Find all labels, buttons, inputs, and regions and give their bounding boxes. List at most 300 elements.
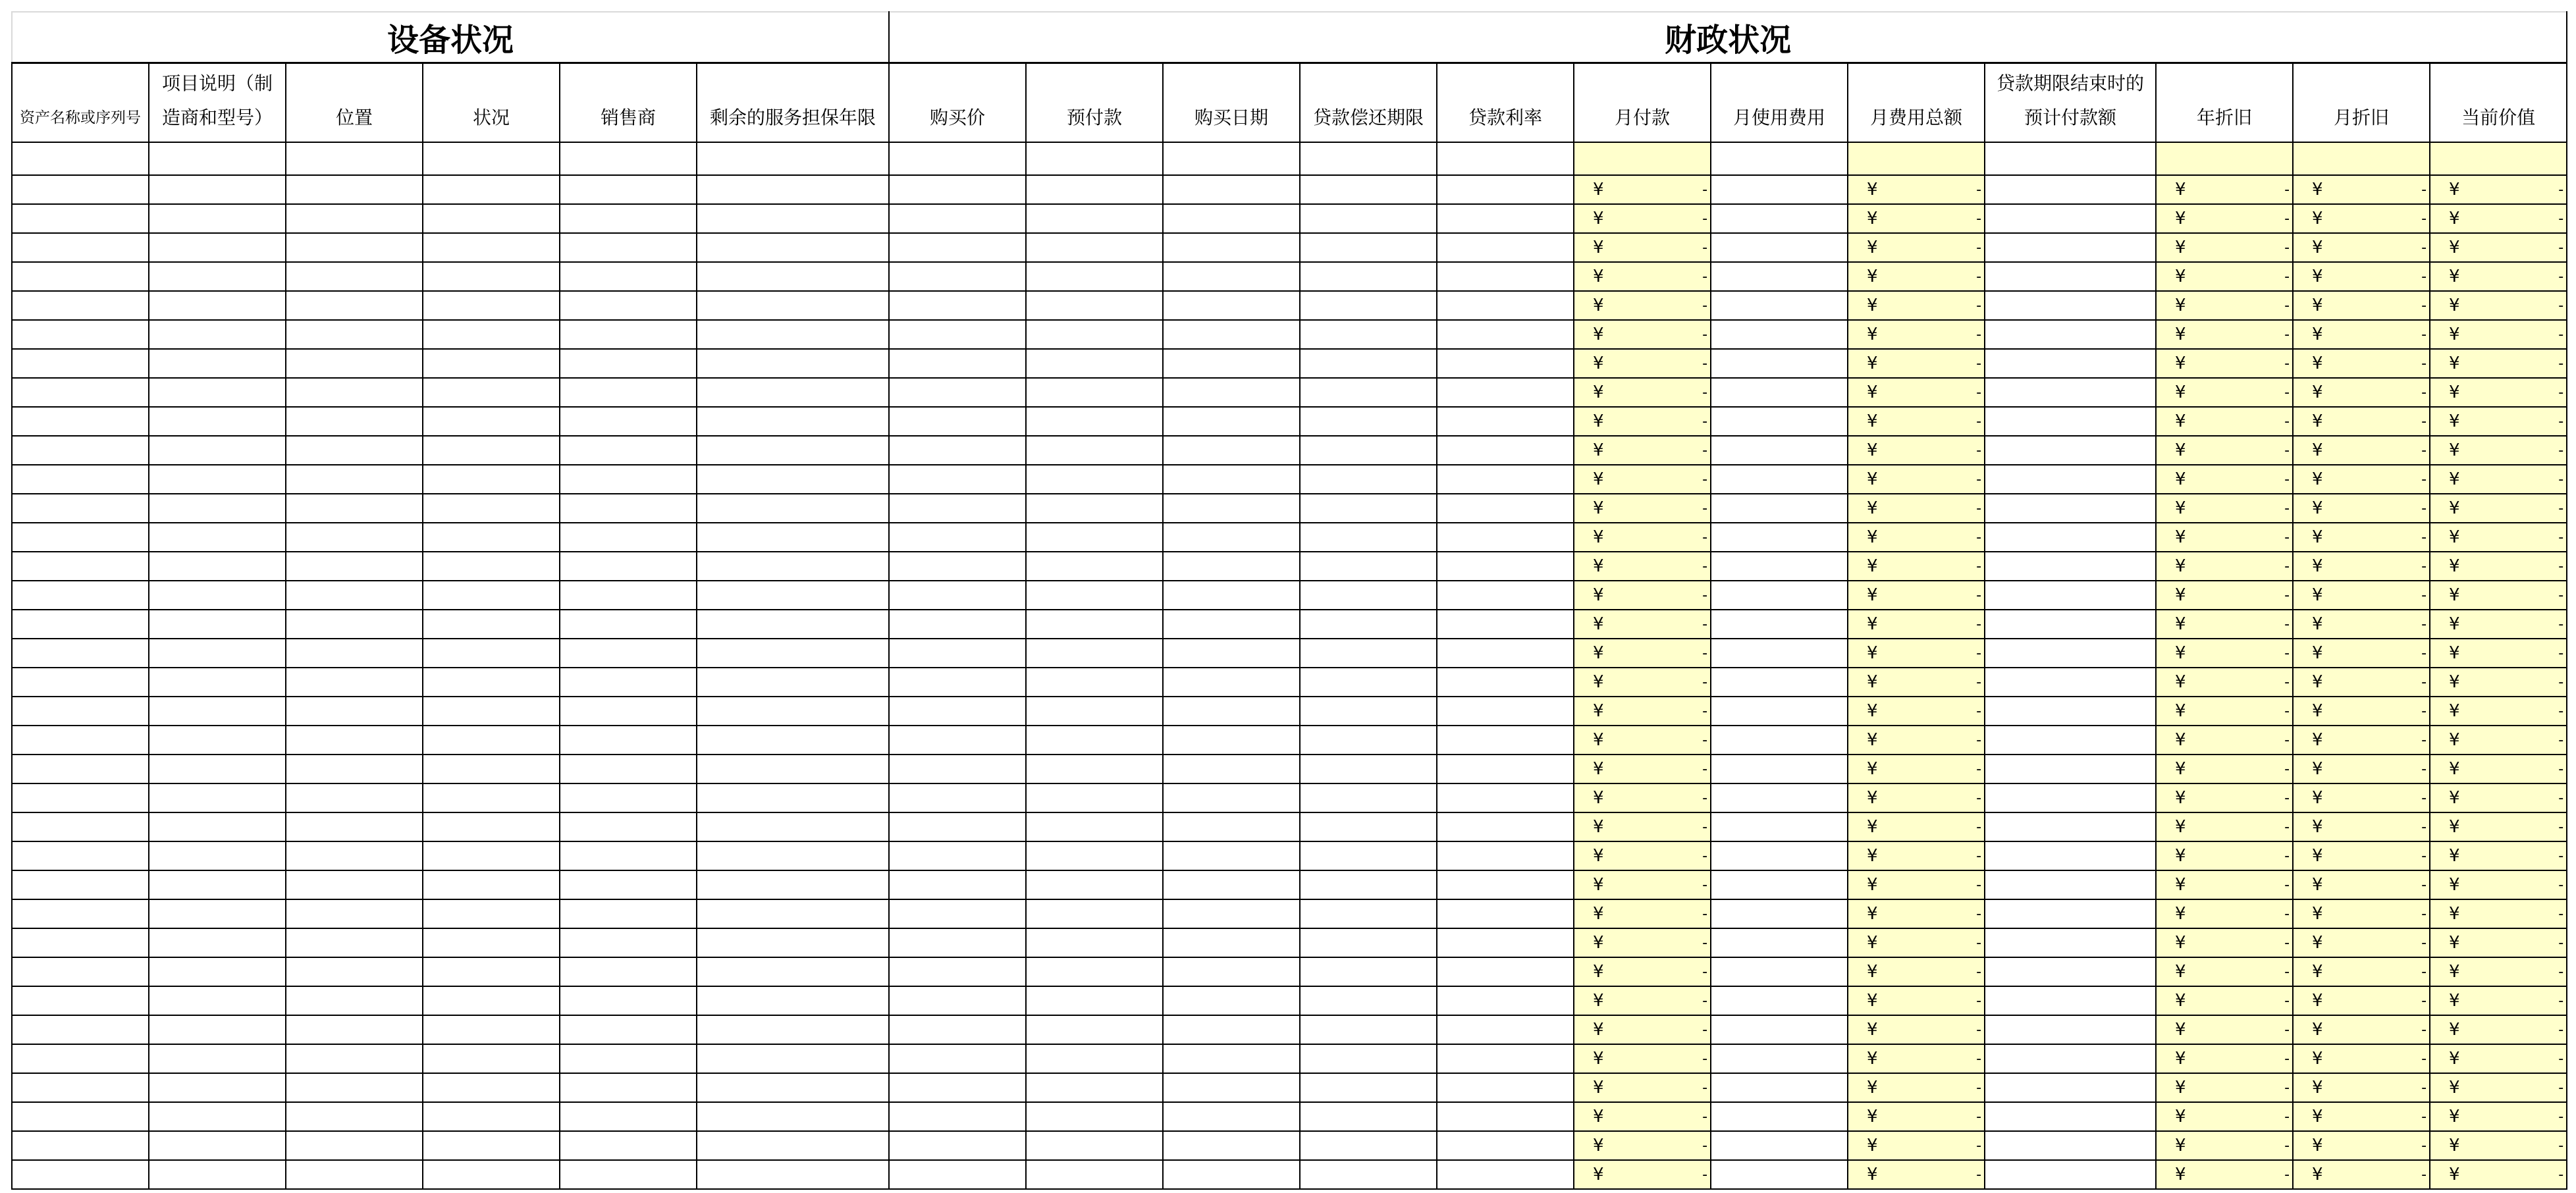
- cell[interactable]: [560, 870, 697, 899]
- cell[interactable]: [697, 1160, 889, 1189]
- cell[interactable]: [149, 349, 286, 378]
- cell[interactable]: [1300, 407, 1437, 436]
- cell[interactable]: [560, 465, 697, 494]
- cell[interactable]: [12, 726, 149, 755]
- cell[interactable]: [1163, 291, 1300, 320]
- cell[interactable]: [423, 899, 560, 928]
- cell[interactable]: [1163, 1015, 1300, 1044]
- cell[interactable]: [423, 1160, 560, 1189]
- cell[interactable]: [1163, 841, 1300, 870]
- cell[interactable]: [2156, 870, 2293, 899]
- cell[interactable]: [2293, 841, 2430, 870]
- cell[interactable]: [1163, 610, 1300, 639]
- cell[interactable]: [1985, 1102, 2156, 1131]
- cell[interactable]: [286, 1102, 423, 1131]
- cell[interactable]: [2430, 1131, 2567, 1160]
- cell[interactable]: [1711, 204, 1848, 233]
- cell[interactable]: [1711, 668, 1848, 697]
- cell[interactable]: [1437, 783, 1574, 812]
- cell[interactable]: [1437, 320, 1574, 349]
- cell[interactable]: [1300, 262, 1437, 291]
- cell[interactable]: [2430, 523, 2567, 552]
- cell[interactable]: [1711, 870, 1848, 899]
- cell[interactable]: [2293, 436, 2430, 465]
- cell[interactable]: [1848, 1160, 1985, 1189]
- cell[interactable]: [149, 436, 286, 465]
- cell[interactable]: [1985, 697, 2156, 726]
- cell[interactable]: [1437, 639, 1574, 668]
- cell[interactable]: [560, 233, 697, 262]
- cell[interactable]: [697, 668, 889, 697]
- cell[interactable]: [1711, 233, 1848, 262]
- cell[interactable]: [1848, 494, 1985, 523]
- cell[interactable]: [12, 899, 149, 928]
- cell[interactable]: [1437, 233, 1574, 262]
- cell[interactable]: [1848, 465, 1985, 494]
- cell[interactable]: [286, 175, 423, 204]
- cell[interactable]: [423, 1073, 560, 1102]
- cell[interactable]: [1574, 262, 1711, 291]
- cell[interactable]: [286, 986, 423, 1015]
- cell[interactable]: [286, 610, 423, 639]
- cell[interactable]: [697, 986, 889, 1015]
- cell[interactable]: [697, 581, 889, 610]
- cell[interactable]: [1574, 610, 1711, 639]
- cell[interactable]: [1711, 957, 1848, 986]
- cell[interactable]: [2293, 320, 2430, 349]
- cell[interactable]: [560, 523, 697, 552]
- cell[interactable]: [889, 841, 1026, 870]
- cell[interactable]: [1848, 552, 1985, 581]
- cell[interactable]: [1163, 378, 1300, 407]
- cell[interactable]: [697, 436, 889, 465]
- cell[interactable]: [423, 928, 560, 957]
- column-header-17[interactable]: 月折旧: [2293, 63, 2430, 143]
- cell[interactable]: [1848, 928, 1985, 957]
- cell[interactable]: [889, 407, 1026, 436]
- cell[interactable]: [2293, 957, 2430, 986]
- cell[interactable]: [1163, 262, 1300, 291]
- cell[interactable]: [12, 262, 149, 291]
- cell[interactable]: [1437, 291, 1574, 320]
- cell[interactable]: [2430, 841, 2567, 870]
- cell[interactable]: [1300, 1131, 1437, 1160]
- cell[interactable]: [1437, 755, 1574, 783]
- cell[interactable]: [149, 552, 286, 581]
- cell[interactable]: [1985, 1160, 2156, 1189]
- cell[interactable]: [2430, 349, 2567, 378]
- cell[interactable]: [2293, 233, 2430, 262]
- cell[interactable]: [286, 755, 423, 783]
- cell[interactable]: [2156, 783, 2293, 812]
- cell[interactable]: [12, 494, 149, 523]
- cell[interactable]: [697, 465, 889, 494]
- cell[interactable]: [1711, 320, 1848, 349]
- cell[interactable]: [2293, 1131, 2430, 1160]
- cell[interactable]: [12, 812, 149, 841]
- cell[interactable]: [2430, 1073, 2567, 1102]
- cell[interactable]: [12, 204, 149, 233]
- column-header-7[interactable]: 购买价: [889, 63, 1026, 143]
- cell[interactable]: [889, 928, 1026, 957]
- cell[interactable]: [1163, 986, 1300, 1015]
- cell[interactable]: [2293, 1015, 2430, 1044]
- cell[interactable]: [286, 841, 423, 870]
- cell[interactable]: [2156, 262, 2293, 291]
- cell[interactable]: [12, 1102, 149, 1131]
- cell[interactable]: [560, 986, 697, 1015]
- cell[interactable]: [423, 1015, 560, 1044]
- cell[interactable]: [149, 812, 286, 841]
- cell[interactable]: [12, 142, 149, 175]
- cell[interactable]: [286, 928, 423, 957]
- cell[interactable]: [12, 668, 149, 697]
- cell[interactable]: [2156, 1131, 2293, 1160]
- cell[interactable]: [1163, 1160, 1300, 1189]
- cell[interactable]: [149, 142, 286, 175]
- cell[interactable]: [1848, 291, 1985, 320]
- cell[interactable]: [1985, 581, 2156, 610]
- cell[interactable]: [1574, 1131, 1711, 1160]
- cell[interactable]: [889, 465, 1026, 494]
- cell[interactable]: [1985, 899, 2156, 928]
- cell[interactable]: [889, 812, 1026, 841]
- cell[interactable]: [1985, 349, 2156, 378]
- cell[interactable]: [2156, 142, 2293, 175]
- cell[interactable]: [2430, 142, 2567, 175]
- cell[interactable]: [2293, 494, 2430, 523]
- column-header-6[interactable]: 剩余的服务担保年限: [697, 63, 889, 143]
- cell[interactable]: [1574, 407, 1711, 436]
- cell[interactable]: [1848, 639, 1985, 668]
- cell[interactable]: [1163, 755, 1300, 783]
- cell[interactable]: [286, 1160, 423, 1189]
- cell[interactable]: [1574, 697, 1711, 726]
- cell[interactable]: [12, 986, 149, 1015]
- cell[interactable]: [1437, 1073, 1574, 1102]
- cell[interactable]: [12, 841, 149, 870]
- cell[interactable]: [286, 783, 423, 812]
- cell[interactable]: [2430, 639, 2567, 668]
- cell[interactable]: [2156, 494, 2293, 523]
- cell[interactable]: [889, 142, 1026, 175]
- cell[interactable]: [1985, 175, 2156, 204]
- cell[interactable]: [2430, 291, 2567, 320]
- cell[interactable]: [889, 697, 1026, 726]
- cell[interactable]: [1848, 581, 1985, 610]
- cell[interactable]: [149, 233, 286, 262]
- cell[interactable]: [149, 204, 286, 233]
- cell[interactable]: [560, 494, 697, 523]
- cell[interactable]: [149, 1044, 286, 1073]
- cell[interactable]: [2156, 610, 2293, 639]
- cell[interactable]: [1711, 494, 1848, 523]
- cell[interactable]: [2430, 899, 2567, 928]
- cell[interactable]: [1026, 378, 1163, 407]
- cell[interactable]: [1985, 841, 2156, 870]
- cell[interactable]: [697, 142, 889, 175]
- cell[interactable]: [560, 610, 697, 639]
- cell[interactable]: [1437, 142, 1574, 175]
- cell[interactable]: [2293, 378, 2430, 407]
- cell[interactable]: [889, 783, 1026, 812]
- cell[interactable]: [560, 639, 697, 668]
- cell[interactable]: [2293, 175, 2430, 204]
- cell[interactable]: [889, 291, 1026, 320]
- cell[interactable]: [1711, 726, 1848, 755]
- cell[interactable]: [1711, 142, 1848, 175]
- cell[interactable]: [1026, 812, 1163, 841]
- cell[interactable]: [889, 1102, 1026, 1131]
- cell[interactable]: [2430, 957, 2567, 986]
- cell[interactable]: [2430, 986, 2567, 1015]
- cell[interactable]: [1985, 639, 2156, 668]
- cell[interactable]: [423, 697, 560, 726]
- cell[interactable]: [12, 1073, 149, 1102]
- cell[interactable]: [12, 378, 149, 407]
- cell[interactable]: [1985, 142, 2156, 175]
- cell[interactable]: [1026, 841, 1163, 870]
- column-header-1[interactable]: 资产名称或序列号: [12, 63, 149, 143]
- cell[interactable]: [1985, 1131, 2156, 1160]
- cell[interactable]: [286, 1131, 423, 1160]
- cell[interactable]: [2156, 378, 2293, 407]
- cell[interactable]: [1711, 783, 1848, 812]
- cell[interactable]: [1026, 639, 1163, 668]
- cell[interactable]: [286, 262, 423, 291]
- column-header-2[interactable]: [149, 63, 286, 143]
- column-header-5[interactable]: 销售商: [560, 63, 697, 143]
- cell[interactable]: [1985, 320, 2156, 349]
- cell[interactable]: [1300, 142, 1437, 175]
- cell[interactable]: [2430, 697, 2567, 726]
- cell[interactable]: [1711, 610, 1848, 639]
- cell[interactable]: [1163, 523, 1300, 552]
- cell[interactable]: [1300, 1044, 1437, 1073]
- cell[interactable]: [1300, 668, 1437, 697]
- cell[interactable]: [1026, 870, 1163, 899]
- cell[interactable]: [2293, 610, 2430, 639]
- cell[interactable]: [1300, 175, 1437, 204]
- cell[interactable]: [2293, 1073, 2430, 1102]
- cell[interactable]: [286, 870, 423, 899]
- cell[interactable]: [560, 697, 697, 726]
- cell[interactable]: [2156, 928, 2293, 957]
- cell[interactable]: [12, 1160, 149, 1189]
- cell[interactable]: [2430, 378, 2567, 407]
- cell[interactable]: [889, 610, 1026, 639]
- cell[interactable]: [149, 726, 286, 755]
- cell[interactable]: [1848, 870, 1985, 899]
- cell[interactable]: [1300, 1102, 1437, 1131]
- cell[interactable]: [149, 1015, 286, 1044]
- cell[interactable]: [1437, 726, 1574, 755]
- cell[interactable]: [2430, 204, 2567, 233]
- cell[interactable]: [1574, 320, 1711, 349]
- cell[interactable]: [423, 142, 560, 175]
- cell[interactable]: [1985, 291, 2156, 320]
- cell[interactable]: [1300, 928, 1437, 957]
- cell[interactable]: [423, 233, 560, 262]
- cell[interactable]: [889, 1044, 1026, 1073]
- cell[interactable]: [2430, 812, 2567, 841]
- cell[interactable]: [1300, 378, 1437, 407]
- cell[interactable]: [889, 320, 1026, 349]
- cell[interactable]: [1163, 320, 1300, 349]
- cell[interactable]: [560, 142, 697, 175]
- cell[interactable]: [149, 407, 286, 436]
- cell[interactable]: [423, 465, 560, 494]
- cell[interactable]: [560, 928, 697, 957]
- cell[interactable]: [1300, 870, 1437, 899]
- cell[interactable]: [2156, 349, 2293, 378]
- cell[interactable]: [1711, 523, 1848, 552]
- cell[interactable]: [1300, 291, 1437, 320]
- cell[interactable]: [1300, 697, 1437, 726]
- cell[interactable]: [1026, 1073, 1163, 1102]
- cell[interactable]: [286, 1015, 423, 1044]
- cell[interactable]: [1985, 233, 2156, 262]
- cell[interactable]: [2430, 1160, 2567, 1189]
- cell[interactable]: [1163, 668, 1300, 697]
- cell[interactable]: [1026, 142, 1163, 175]
- cell[interactable]: [1574, 783, 1711, 812]
- cell[interactable]: [423, 320, 560, 349]
- cell[interactable]: [889, 755, 1026, 783]
- cell[interactable]: [149, 523, 286, 552]
- cell[interactable]: [12, 870, 149, 899]
- cell[interactable]: [423, 812, 560, 841]
- cell[interactable]: [1985, 552, 2156, 581]
- cell[interactable]: [286, 668, 423, 697]
- cell[interactable]: [1574, 668, 1711, 697]
- cell[interactable]: [2156, 436, 2293, 465]
- cell[interactable]: [889, 175, 1026, 204]
- cell[interactable]: [2430, 465, 2567, 494]
- cell[interactable]: [286, 639, 423, 668]
- cell[interactable]: [149, 639, 286, 668]
- column-header-8[interactable]: 预付款: [1026, 63, 1163, 143]
- cell[interactable]: [1574, 204, 1711, 233]
- cell[interactable]: [1163, 175, 1300, 204]
- cell[interactable]: [149, 1131, 286, 1160]
- cell[interactable]: [286, 378, 423, 407]
- cell[interactable]: [560, 841, 697, 870]
- cell[interactable]: [1848, 1044, 1985, 1073]
- cell[interactable]: [2430, 610, 2567, 639]
- cell[interactable]: [1300, 436, 1437, 465]
- cell[interactable]: [1300, 552, 1437, 581]
- cell[interactable]: [697, 262, 889, 291]
- cell[interactable]: [560, 726, 697, 755]
- cell[interactable]: [1026, 523, 1163, 552]
- cell[interactable]: [1163, 870, 1300, 899]
- cell[interactable]: [1300, 1015, 1437, 1044]
- cell[interactable]: [286, 581, 423, 610]
- cell[interactable]: [1026, 262, 1163, 291]
- cell[interactable]: [1437, 436, 1574, 465]
- cell[interactable]: [1163, 1044, 1300, 1073]
- column-header-4[interactable]: 状况: [423, 63, 560, 143]
- cell[interactable]: [1437, 552, 1574, 581]
- cell[interactable]: [1026, 668, 1163, 697]
- cell[interactable]: [1985, 610, 2156, 639]
- cell[interactable]: [697, 783, 889, 812]
- cell[interactable]: [889, 1073, 1026, 1102]
- cell[interactable]: [1985, 783, 2156, 812]
- cell[interactable]: [1711, 581, 1848, 610]
- cell[interactable]: [286, 291, 423, 320]
- cell[interactable]: [1574, 1015, 1711, 1044]
- cell[interactable]: [286, 899, 423, 928]
- cell[interactable]: [1163, 928, 1300, 957]
- cell[interactable]: [1437, 523, 1574, 552]
- cell[interactable]: [1574, 639, 1711, 668]
- cell[interactable]: [2156, 899, 2293, 928]
- cell[interactable]: [889, 668, 1026, 697]
- cell[interactable]: [1163, 899, 1300, 928]
- cell[interactable]: [2430, 494, 2567, 523]
- cell[interactable]: [1848, 783, 1985, 812]
- cell[interactable]: [1163, 204, 1300, 233]
- cell[interactable]: [697, 291, 889, 320]
- cell[interactable]: [149, 841, 286, 870]
- cell[interactable]: [2430, 1102, 2567, 1131]
- cell[interactable]: [1848, 1131, 1985, 1160]
- cell[interactable]: [2156, 697, 2293, 726]
- cell[interactable]: [2293, 349, 2430, 378]
- cell[interactable]: [2293, 870, 2430, 899]
- cell[interactable]: [12, 233, 149, 262]
- cell[interactable]: [1300, 465, 1437, 494]
- cell[interactable]: [12, 1131, 149, 1160]
- cell[interactable]: [889, 899, 1026, 928]
- cell[interactable]: [1574, 1044, 1711, 1073]
- cell[interactable]: [697, 870, 889, 899]
- cell[interactable]: [1711, 841, 1848, 870]
- cell[interactable]: [1163, 436, 1300, 465]
- cell[interactable]: [560, 320, 697, 349]
- cell[interactable]: [1711, 436, 1848, 465]
- cell[interactable]: [1574, 552, 1711, 581]
- cell[interactable]: [1300, 204, 1437, 233]
- cell[interactable]: [12, 610, 149, 639]
- cell[interactable]: [1848, 320, 1985, 349]
- cell[interactable]: [889, 378, 1026, 407]
- cell[interactable]: [1574, 1160, 1711, 1189]
- cell[interactable]: [423, 841, 560, 870]
- cell[interactable]: [286, 465, 423, 494]
- cell[interactable]: [889, 1131, 1026, 1160]
- cell[interactable]: [423, 726, 560, 755]
- cell[interactable]: [1437, 697, 1574, 726]
- cell[interactable]: [286, 494, 423, 523]
- cell[interactable]: [12, 1015, 149, 1044]
- cell[interactable]: [697, 639, 889, 668]
- cell[interactable]: [1300, 783, 1437, 812]
- cell[interactable]: [423, 755, 560, 783]
- cell[interactable]: [1026, 291, 1163, 320]
- cell[interactable]: [889, 581, 1026, 610]
- cell[interactable]: [1026, 552, 1163, 581]
- cell[interactable]: [1026, 407, 1163, 436]
- cell[interactable]: [286, 726, 423, 755]
- cell[interactable]: [697, 1073, 889, 1102]
- cell[interactable]: [2293, 783, 2430, 812]
- cell[interactable]: [1026, 1131, 1163, 1160]
- cell[interactable]: [1026, 986, 1163, 1015]
- cell[interactable]: [2156, 1160, 2293, 1189]
